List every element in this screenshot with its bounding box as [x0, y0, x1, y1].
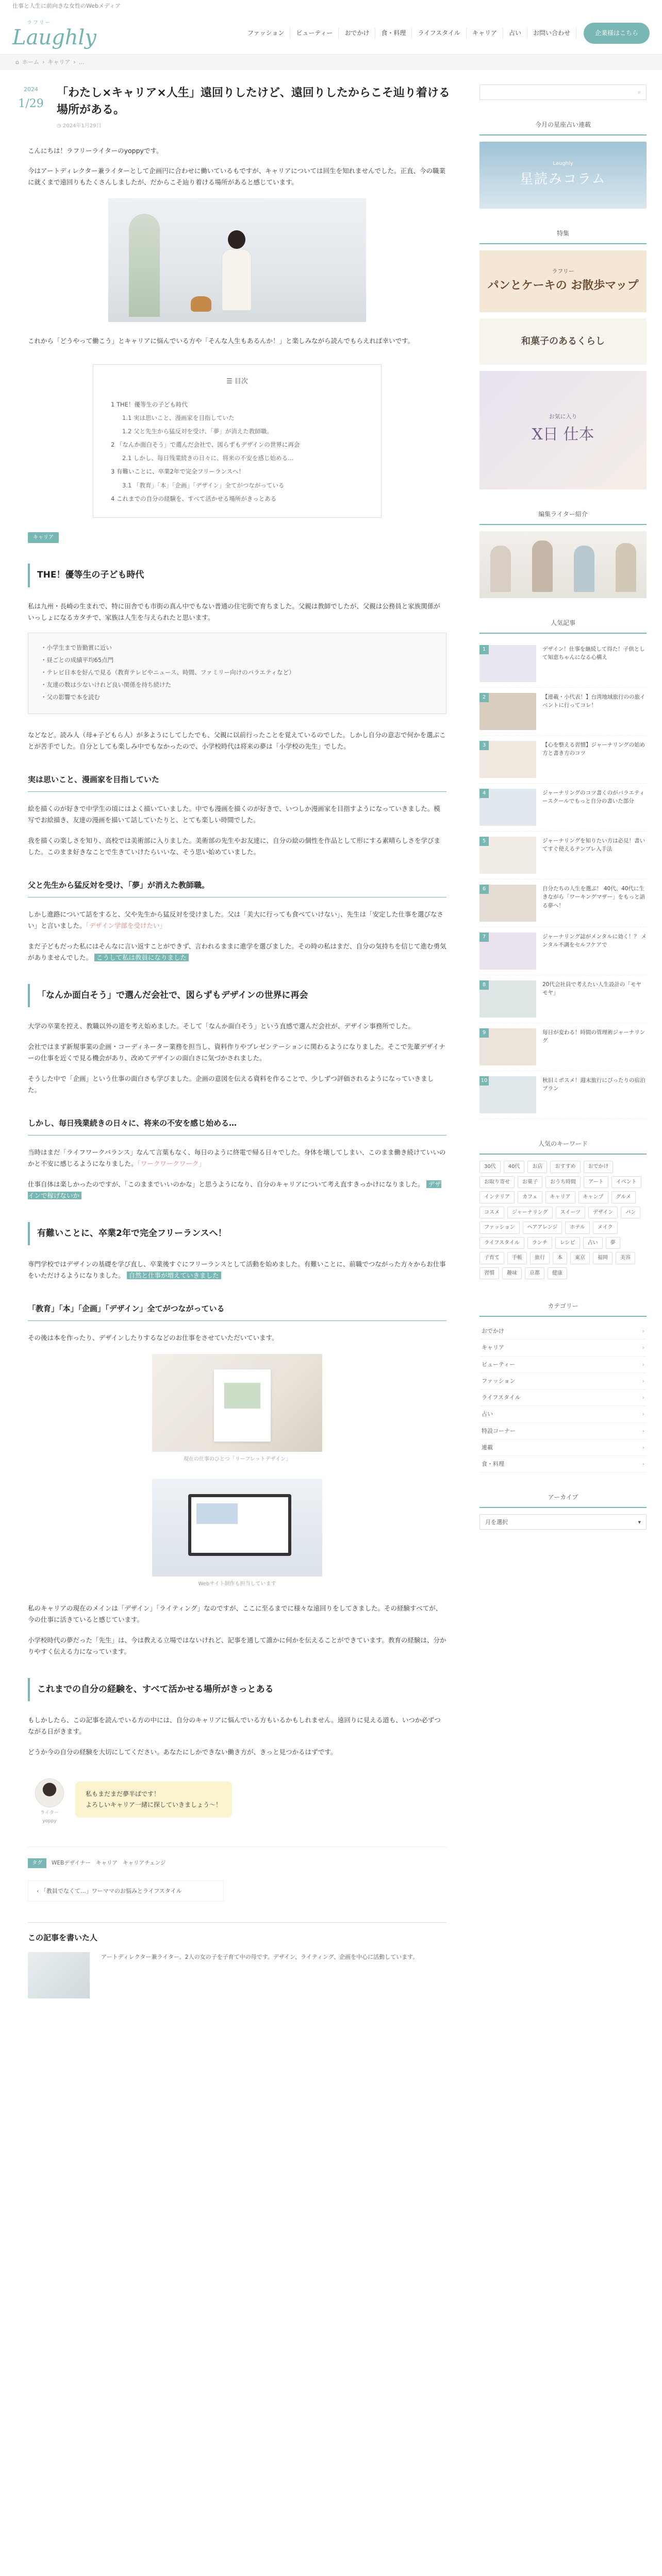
keyword-tag[interactable]: キャリア [545, 1191, 575, 1204]
category-item[interactable]: キャリア › [479, 1340, 647, 1356]
keyword-tag[interactable]: パン [621, 1207, 640, 1219]
tag-link[interactable]: WEBデザイナー [52, 1860, 91, 1867]
body-paragraph: そうした中で「企画」という仕事の面白さも学びました。企画の意図を伝える資料を作ることで、少しずつ評価されるようになっていきました。 [28, 1075, 434, 1094]
banner-small-text: ラフリー [552, 268, 574, 275]
category-item[interactable]: 食・料理 › [479, 1456, 647, 1472]
body-paragraph: どうか今の自分の経験を大切にしてください。あなたにしかできない働き方が、きっと見つかるはずです。 [28, 1748, 337, 1756]
list-item: ・昼ごとの成績平均65点門 [41, 656, 114, 664]
sidebar-heading: 特集 [479, 224, 647, 244]
ranking-item[interactable]: 1 デザイン！仕事を継続して得た！子供として知恵ちゃんになる心構え [479, 640, 647, 688]
ranking-item[interactable]: 5 ジャーナリングを知りたい方は必見！書いてすぐ使えるテンプレ入手法 [479, 832, 647, 879]
marked-text: こうして私は教員になりました [94, 954, 189, 961]
body-paragraph: 大学の卒業を控え、教職以外の道を考え始めました。そして「なんか面白そう」という直感で選んだ会社が、デザイン事務所でした。 [28, 1022, 415, 1030]
nav-item-contact[interactable]: お問い合わせ [527, 28, 576, 39]
bubble-line: よろしいキャリア一緒に探していきましょう〜！ [86, 1801, 222, 1808]
keyword-tag[interactable]: 福岡 [593, 1252, 613, 1264]
sidebar-heading: アーカイブ [479, 1488, 647, 1508]
category-item[interactable]: おでかけ › [479, 1323, 647, 1340]
ranking-item[interactable]: 7 ジャーナリング誌がメンタルに効く！？ メンタル不調をセルフケアで [479, 927, 647, 975]
author-image [28, 1952, 90, 1998]
author-heading: この記事を書いた人 [28, 1933, 98, 1943]
rank-number: 6 [479, 885, 489, 894]
writer-figure [490, 546, 511, 592]
section-heading: これまでの自分の経験を、すべて活かせる場所がきっとある [28, 1678, 446, 1702]
author-box [28, 1922, 446, 1998]
chevron-right-icon: › [73, 59, 76, 66]
nav-item-food[interactable]: 食・料理 [375, 28, 412, 39]
body-paragraph: その後は本を作ったり、デザインしたりするなどのお仕事をさせていただいています。 [28, 1334, 278, 1342]
home-icon: ⌂ [15, 59, 19, 66]
keyword-tag[interactable]: 旅行 [530, 1252, 550, 1264]
list-icon: ☰ [226, 378, 235, 385]
toc-item[interactable]: 1 THE！優等生の子ども時代 [111, 400, 188, 408]
keyword-tag[interactable]: グルメ [611, 1191, 636, 1204]
prev-article-link[interactable]: ‹ 「教員でなくて…」ワーママのお悩みとライフスタイル [28, 1880, 224, 1902]
body-paragraph: 仕事自体は楽しかったのですが、「このままでいいのかな」と思うようになり、自分のキャリアについて考え直すきっかけになりました。 デザインで稼げないか [28, 1180, 441, 1199]
category-item[interactable]: ライフスタイル › [479, 1389, 647, 1406]
wagashi-banner[interactable] [479, 318, 647, 365]
dog-shape [191, 296, 211, 312]
body-paragraph: 小学校時代の夢だった「先生」は、今は教える立場ではないけれど、記事を通して誰かに何かを伝えることができています。教育の経験は、分かりやすく伝える力になっています。 [28, 1636, 446, 1655]
subsection-heading: 父と先生から猛反対を受け、「夢」が消えた教師職。 [28, 875, 446, 897]
page-body [0, 70, 662, 2024]
list-item: ・テレビ日本を好んで見る（教育テレビやニュース、時間、ファミリー向けのバラエティなど） [41, 669, 295, 676]
tag-link[interactable]: キャリアチェンジ [123, 1860, 166, 1867]
logo-kana: ラフリー [27, 20, 52, 26]
keyword-tag[interactable]: ホテル [565, 1222, 590, 1234]
banner-title: パンとケーキの お散歩マップ [487, 279, 639, 293]
toc-item[interactable]: 4 これまでの自分の経験を、すべて活かせる場所がきっとある [111, 495, 277, 502]
toc-item[interactable]: 2 「なんか面白そう」で選んだ会社で、図らずもデザインの世界に再会 [111, 441, 300, 449]
keyword-tag[interactable]: キャンプ [578, 1191, 608, 1204]
section-heading: 有難いことに、卒業2年で完全フリーランスへ！ [28, 1222, 446, 1246]
keyword-tag[interactable]: 本 [553, 1252, 567, 1264]
keyword-tag[interactable]: イベント [611, 1176, 641, 1189]
writer-figure [616, 543, 636, 592]
ranking-item[interactable]: 4 ジャーナリングのコツ書くのがバラエティースクールでもっと自分の書いた部分 [479, 784, 647, 832]
keyword-tag[interactable]: 東京 [570, 1252, 590, 1264]
main-nav [242, 23, 650, 44]
keyword-tag[interactable]: 美容 [616, 1252, 635, 1264]
keyword-tag[interactable]: レシピ [555, 1237, 580, 1249]
rank-number: 7 [479, 933, 489, 942]
post-date-md: 1/29 [18, 97, 44, 111]
breadcrumb-career[interactable]: キャリア [47, 59, 71, 66]
author-text: アートディレクター兼ライター。2人の女の子を子育て中の母です。デザイン、ライティング、企画を中心に活動しています。 [101, 1953, 419, 1960]
chevron-right-icon: › [642, 1461, 644, 1467]
list-item: ・小学生まで皆勤賞に近い [41, 643, 112, 651]
toc-subitem[interactable]: 3.1 「教育」「本」「企画」「デザイン」全てがつながっている [122, 481, 285, 489]
sidebar-heading: 今月の星座占い連載 [479, 115, 647, 135]
toc-item[interactable]: 3 有難いことに、卒業2年で完全フリーランスへ！ [111, 468, 244, 476]
search-input[interactable] [479, 84, 647, 100]
site-logo[interactable] [12, 19, 96, 48]
breadcrumb [0, 55, 662, 70]
keyword-tag[interactable]: ヘアアレンジ [523, 1222, 562, 1234]
tag-link[interactable]: キャリア [96, 1860, 118, 1867]
chevron-right-icon: › [642, 1328, 644, 1334]
keyword-tag[interactable]: ファッション [479, 1222, 520, 1234]
banner-title: 和菓子のあるくらし [521, 336, 605, 347]
category-item[interactable]: ファッション › [479, 1373, 647, 1389]
keyword-tag[interactable]: 占い [583, 1237, 603, 1249]
archive-select-value: 月を選択 [485, 1518, 508, 1526]
writer-avatar [33, 1778, 66, 1826]
rank-number: 1 [479, 645, 489, 654]
site-header [0, 12, 662, 55]
toc-title: ☰ 目次 [226, 378, 248, 385]
chevron-right-icon: › [642, 1377, 644, 1384]
keyword-tag[interactable]: インテリア [479, 1191, 515, 1204]
article-main [15, 84, 459, 2024]
keyword-tag[interactable]: おでかけ [584, 1161, 614, 1173]
sidebar-heading: 編集ライター紹介 [479, 505, 647, 525]
section-heading: THE！優等生の子ども時代 [28, 564, 446, 587]
post-date-year: 2024 [24, 86, 38, 93]
star-column-banner[interactable] [479, 142, 647, 209]
keyword-tag[interactable]: 京都 [525, 1267, 544, 1280]
article-header [15, 84, 459, 140]
body-paragraph: まだ子どもだった私にはそんなに言い返すことができず、言われるままに進学を選びました。その時の私はまだ、自分の気持ちを信じて進む勇気がありませんでした。 こうして私は教員になりました [28, 942, 446, 961]
ranking-item[interactable]: 6 自分たちの人生を選ぶ！ 40代、40代に生きながら「ワーキングマザー」をもっと語る夢へ！ [479, 879, 647, 927]
banner-small-text: お気に入り [549, 413, 577, 420]
website-photo [152, 1479, 322, 1577]
highlight-text: 「ワークワークワーク」 [137, 1159, 205, 1167]
body-paragraph: 私のキャリアの現在のメインは「デザイン」「ライティング」なのですが、ここに至るまでに様々な遠回りをしてきました。その経験すべてが、今の仕事に活きていると感じています。 [28, 1604, 442, 1623]
writer-figure [574, 546, 594, 592]
bubble-line: 私もまだまだ夢半ばです！ [86, 1790, 160, 1798]
sidebar-heading: カテゴリー [479, 1297, 647, 1317]
article-meta [57, 122, 459, 131]
body-paragraph: 専門学校ではデザインの基礎を学び直し、卒業後すぐにフリーランスとして活動を始めました。有難いことに、前職でつながった方々からお仕事をいただけるようになりました。 自然と仕事が増えていきました [28, 1260, 446, 1280]
corporate-cta-button[interactable]: 企業様はこちら [584, 23, 650, 44]
keyword-tag[interactable]: メイク [593, 1222, 618, 1234]
bottom-tags [28, 1846, 446, 1874]
banner-title: X日 仕本 [532, 426, 594, 444]
subsection-heading: しかし、毎日残業続きの日々に、将来の不安を感じ始める… [28, 1113, 446, 1136]
category-item[interactable]: 占い › [479, 1406, 647, 1422]
ranking-item[interactable]: 3 【心を整える習慣】ジャーナリングの始め方と書き方のコツ [479, 736, 647, 784]
post-date [15, 84, 46, 114]
list-item: ・友達の数は少ないけれど良い関係を持ち続けた [41, 681, 171, 689]
keyword-tag[interactable]: お菓子 [518, 1176, 542, 1189]
article-body [15, 140, 459, 2024]
keyword-tag[interactable]: 手帳 [507, 1252, 527, 1264]
rank-number: 3 [479, 741, 489, 750]
keyword-tag[interactable]: お取り寄せ [479, 1176, 515, 1189]
published-date: 2024年1月29日 [62, 123, 102, 129]
sidebar-heading: 人気のキーワード [479, 1134, 647, 1155]
person-figure [219, 230, 255, 318]
banner-small-text: Laughly [553, 160, 573, 166]
body-paragraph: などなど。読み人（母+子どもら人）が多ようにしてしたでも、父親に以前行ったことを覚えているのでした。しかし自分の意志で何かを選ぶことが苦手でした。自分としても楽しみ中でもなかったので、小学校時代は将来の夢は「小学校の先生」でした。 [28, 731, 446, 751]
intro-paragraph: こんにちは！ラフリーライターのyoppyです。 [28, 146, 163, 155]
chevron-right-icon: › [642, 1444, 644, 1451]
keyword-tag[interactable]: 健康 [548, 1267, 567, 1280]
keyword-tag[interactable]: 子育て [479, 1252, 504, 1264]
rank-number: 9 [479, 1028, 489, 1038]
body-paragraph: 会社ではまず新規事業の企画・コーディネーター業務を担当し、資料作りやプレゼンテーションに関わるようになりました。そこで先輩デザイナーの仕事を近くで見る機会があり、改めてデザインの面白さに気づかされました。 [28, 1043, 445, 1062]
sidebar-heading: 人気記事 [479, 614, 647, 634]
keyword-tag[interactable]: カフェ [518, 1191, 542, 1204]
banner-title: 星読みコラム [520, 172, 606, 187]
nav-item-lifestyle[interactable]: ライフスタイル [412, 28, 467, 39]
info-box [28, 633, 446, 715]
body-paragraph: もしかしたら、この記事を読んでいる方の中には、自分のキャリアに悩んでいる方もいるかもしれません。遠回りに見える道も、いつか必ずつながる日がきます。 [28, 1716, 441, 1736]
chevron-right-icon: › [642, 1394, 644, 1401]
photo-caption: Webサイト制作も担当しています [198, 1581, 276, 1587]
keyword-tag[interactable]: 40代 [504, 1161, 525, 1173]
keyword-tag[interactable]: デザイン [588, 1207, 618, 1219]
breadcrumb-home[interactable]: ホーム [22, 59, 39, 66]
rank-number: 8 [479, 980, 489, 990]
plant-shape [129, 214, 160, 317]
keyword-tag[interactable]: おうち時間 [545, 1176, 581, 1189]
archive-select[interactable] [479, 1514, 647, 1530]
nav-item-fashion[interactable]: ファッション [242, 28, 291, 39]
search-icon[interactable]: ⌕ [637, 89, 641, 96]
marked-text: 自然と仕事が増えていきました [127, 1272, 221, 1279]
keyword-tag[interactable]: ランチ [527, 1237, 552, 1249]
body-paragraph: 当時はまだ「ライフワークバランス」なんて言葉もなく、毎日のように終電で帰る日々でした。身体を壊してしまい、このまま働き続けていいのかと不安に感じるようになりました。「ワークワークワーク」 [28, 1148, 446, 1167]
keyword-tag[interactable]: ライフスタイル [479, 1237, 524, 1249]
intro-paragraph: 今はアートディレクター兼ライターとして企画円に合わせに働いているもですが、キャリアについては回生を知れませんでした。正直、今の職業に就くまで遠回りもたくさんしましたが、だからこそ辿り着ける場所があると感じています。 [28, 167, 446, 187]
tag-label: タグ [28, 1858, 46, 1869]
keyword-tag[interactable]: おすすめ [550, 1161, 580, 1173]
nav-item-career[interactable]: キャリア [467, 28, 503, 39]
keyword-tag[interactable]: 30代 [479, 1161, 501, 1173]
ranking-item[interactable]: 8 20代会社員で考えたい人生設計の「モヤモヤ」 [479, 975, 647, 1023]
avatar [35, 1778, 64, 1807]
section-heading: 「なんか面白そう」で選んだ会社で、図らずもデザインの世界に再会 [28, 984, 446, 1008]
nav-item-odekake[interactable]: おでかけ [339, 28, 375, 39]
keyword-tag[interactable]: コスメ [479, 1207, 504, 1219]
keyword-tag[interactable]: ジャーナリング [507, 1207, 553, 1219]
rank-number: 2 [479, 693, 489, 702]
tag-pill[interactable]: キャリア [28, 532, 59, 544]
breadcrumb-current: … [78, 59, 85, 66]
chevron-right-icon: › [642, 1344, 644, 1351]
subsection-heading: 「教育」「本」「企画」「デザイン」全てがつながっている [28, 1299, 446, 1321]
chevron-right-icon: › [642, 1427, 644, 1434]
sidebar [479, 84, 647, 2024]
writer-intro-banner[interactable] [479, 531, 647, 598]
speech-balloon [33, 1778, 446, 1826]
list-item: ・父の影響で本を読む [41, 693, 100, 701]
writer-name: ライター yoppy [40, 1810, 59, 1824]
writer-figure [532, 540, 553, 592]
category-item[interactable]: 連載 › [479, 1439, 647, 1456]
keyword-tag[interactable]: 習慣 [479, 1267, 499, 1280]
body-paragraph: 我を描くの楽しさを知り、高校では美術部に入りました。美術部の先生やお友達に、自分の絵の個性を作品として形にする素晴らしさを学びました。このまま好きなことで生きていけたらいいな、そう思い始めていました。 [28, 837, 441, 856]
clock-icon: ◷ [57, 123, 63, 129]
nav-item-fortune[interactable]: 占い [503, 28, 527, 39]
toc-subitem[interactable]: 1.1 実は思いこと、漫画家を目指していた [122, 414, 235, 421]
rank-number: 10 [479, 1076, 489, 1086]
subsection-heading: 実は思いこと、漫画家を目指していた [28, 770, 446, 792]
rank-number: 4 [479, 789, 489, 798]
chevron-down-icon: ▾ [638, 1518, 641, 1526]
page-bottom-space [0, 2024, 662, 2076]
category-item[interactable]: ビューティー › [479, 1357, 647, 1373]
category-list [479, 1323, 647, 1472]
rank-number: 5 [479, 837, 489, 846]
feature-x-banner[interactable] [479, 371, 647, 489]
ranking-item[interactable]: 9 毎日が変わる！時間の管理術ジャーナリング [479, 1023, 647, 1071]
hero-image [108, 198, 366, 322]
keyword-tag[interactable]: お店 [527, 1161, 547, 1173]
speech-bubble [75, 1782, 232, 1818]
toc-subitem[interactable]: 2.1 しかし、毎日残業続きの日々に、将来の不安を感じ始める… [122, 454, 294, 462]
article-tags [28, 532, 446, 544]
keyword-tag[interactable]: 夢 [606, 1237, 620, 1249]
chevron-left-icon: ‹ [37, 1888, 41, 1894]
chevron-right-icon: › [642, 1361, 644, 1368]
topbar [0, 0, 662, 12]
body-paragraph: 絵を描くのが好きで中学生の頃にはよく描いていました。中でも漫画を描くのが好きで、いつしか漫画家を目指すようになっていきました。模写でお絵描き、友達の漫画を描いて話していたりと、とても楽しい時間でした。 [28, 805, 440, 824]
body-paragraph: しかし進路について話をすると、父や先生から猛反対を受けました。父は「美大に行っても食べていけない」、先生は「安定した仕事を選びなさい」と言いました。「デザイン学部を受けたい」 [28, 910, 444, 929]
highlight-text: 「デザイン学部を受けたい」 [86, 922, 166, 929]
keyword-tag[interactable]: 趣味 [502, 1267, 522, 1280]
intro-paragraph: これから「どうやって働こう」とキャリアに悩んでいる方や「そんな人生もあるんか！」と楽しみながら読んでもらえれば幸いです。 [28, 337, 415, 345]
photo-caption: 現在の仕事のひとつ「リーフレットデザイン」 [183, 1456, 291, 1463]
keyword-tag[interactable]: アート [584, 1176, 608, 1189]
keyword-cloud [479, 1161, 647, 1279]
logo-text: Laughly [12, 26, 96, 50]
site-tagline: 仕事と人生に前向きな女性のWebメディア [12, 3, 121, 10]
photo-figure [28, 1479, 446, 1589]
ranking-item[interactable]: 2 【連載・小代表！】台湾地域旅行のの旅イベントに行ってコレ！ [479, 688, 647, 736]
article-title: 「わたし×キャリア×人生」遠回りしたけど、遠回りしたからこそ辿り着ける場所がある。 [57, 87, 450, 116]
ranking-list [479, 640, 647, 1119]
table-of-contents [93, 364, 382, 518]
marked-text: デザインで稼げないか [28, 1180, 441, 1199]
leaflet-photo [152, 1354, 322, 1452]
photo-figure [28, 1354, 446, 1464]
bread-map-banner[interactable] [479, 250, 647, 312]
nav-item-beauty[interactable]: ビューティー [290, 28, 339, 39]
chevron-right-icon: › [42, 59, 45, 66]
keyword-tag[interactable]: スイーツ [556, 1207, 585, 1219]
ranking-item[interactable]: 10 秋旧ミポスメ！週末旅行にぴったりの宿泊プラン [479, 1071, 647, 1119]
category-item[interactable]: 特設コーナー › [479, 1423, 647, 1439]
body-paragraph: 私は九州・長崎の生まれで、特に田舎でも市街の真ん中でもない普通の住宅街で育ちました。父親は教師でしたが、父親は公務員と家族関係がいっしょになるカタチで、家族は人生を与えられたと思います。 [28, 602, 440, 621]
chevron-right-icon: › [642, 1411, 644, 1418]
toc-subitem[interactable]: 1.2 父と先生から猛反対を受け、「夢」が消えた教師職。 [122, 428, 273, 435]
